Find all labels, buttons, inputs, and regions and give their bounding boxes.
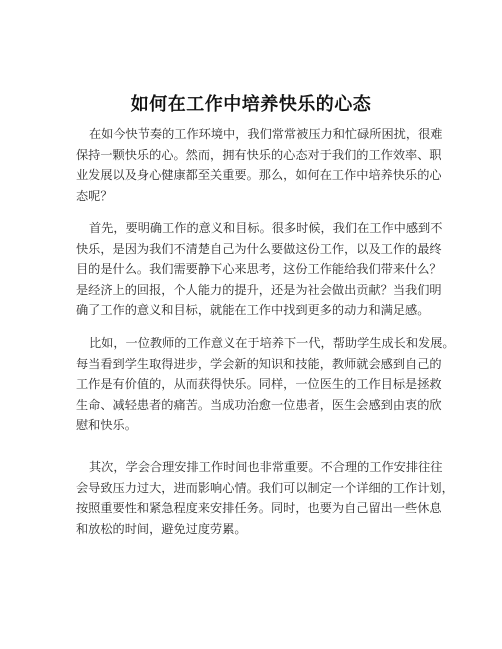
paragraph-3 xyxy=(76,333,455,436)
paragraph-line: 每当看到学生取得进步，学会新的知识和技能，教师就会感到自己的 xyxy=(76,356,442,371)
paragraph-line: 目的是什么。我们需要静下心来思考，这份工作能给我们带来什么？ xyxy=(76,262,442,276)
paragraph-line: 生命、减轻患者的痛苦。当成功治愈一位患者，医生会感到由衷的欣 xyxy=(76,397,442,412)
paragraph-line: 保持一颗快乐的心。然而，拥有快乐的心态对于我们的工作效率、职 xyxy=(76,147,442,162)
paragraph-line: 比如，一位教师的工作意义在于培养下一代，帮助学生成长和发展。 xyxy=(89,336,455,350)
paragraph-line: 业发展以及身心健康都至关重要。那么，如何在工作中培养快乐的心 xyxy=(76,168,442,182)
paragraph-line: 快乐，是因为我们不清楚自己为什么要做这份工作，以及工作的最终 xyxy=(76,241,442,256)
paragraph-line: 会导致压力过大，进而影响心情。我们可以制定一个详细的工作计划， xyxy=(76,480,454,495)
paragraph-line: 在如今快节奏的工作环境中，我们常常被压力和忙碌所困扰，很难 xyxy=(89,127,443,141)
paragraph-line: 是经济上的回报，个人能力的提升，还是为社会做出贡献？当我们明 xyxy=(76,282,442,297)
paragraph-line: 首先，要明确工作的意义和目标。很多时候，我们在工作中感到不 xyxy=(89,221,443,235)
paragraph-line: 态呢？ xyxy=(76,188,113,203)
paragraph-line: 按照重要性和紧急程度来安排任务。同时，也要为自己留出一些休息 xyxy=(76,501,442,515)
paragraph-2 xyxy=(76,218,448,321)
paragraph-line: 其次，学会合理安排工作时间也非常重要。不合理的工作安排往往 xyxy=(89,460,443,474)
paragraph-line: 和放松的时间，避免过度劳累。 xyxy=(76,521,247,536)
paragraph-line: 慰和快乐。 xyxy=(76,418,137,432)
document-title: 如何在工作中培养快乐的心态 xyxy=(130,94,372,115)
paragraph-1 xyxy=(76,124,448,206)
paragraph-4 xyxy=(76,457,454,539)
paragraph-line: 确了工作的意义和目标，就能在工作中找到更多的动力和满足感。 xyxy=(76,303,430,317)
paragraph-line: 工作是有价值的，从而获得快乐。同样，一位医生的工作目标是拯救 xyxy=(76,377,442,391)
